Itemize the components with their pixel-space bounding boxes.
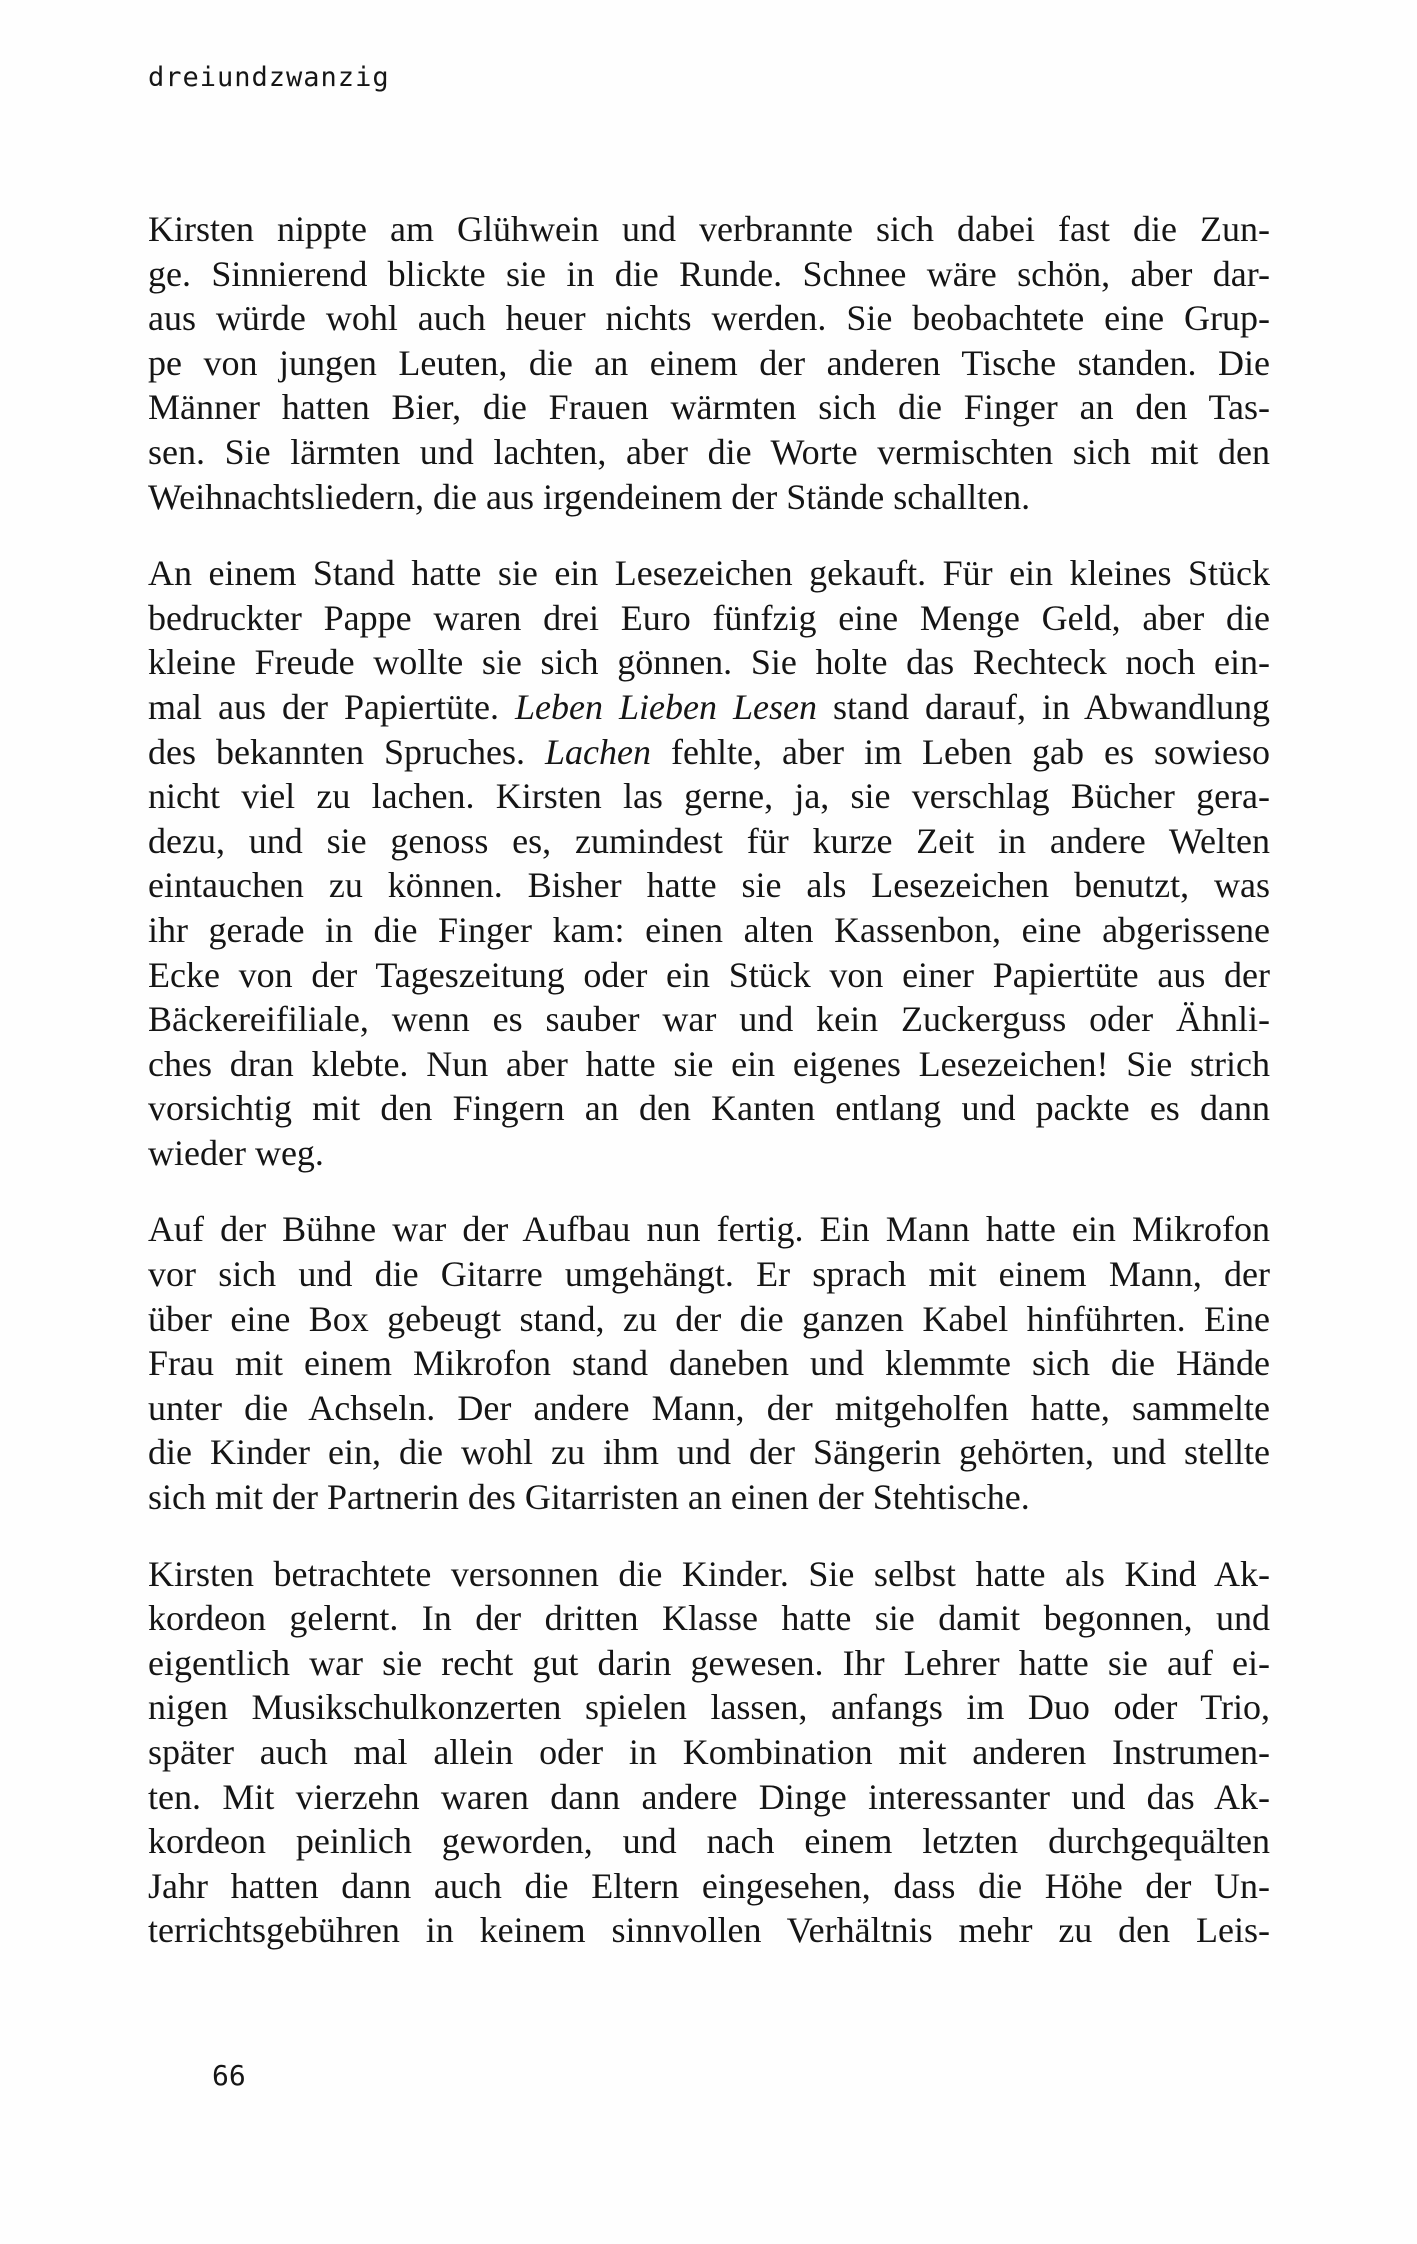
text-line: kleine Freude wollte sie sich gönnen. Sie holte das Rechteck noch ein-	[148, 642, 1270, 683]
text-line: terrichtsgebühren in keinem sinnvollen Verhältnis mehr zu den Leis-	[148, 1910, 1270, 1951]
text-line: Frau mit einem Mikrofon stand daneben und klemmte sich die Hände	[148, 1343, 1270, 1384]
text-line: nigen Musikschulkonzerten spielen lassen, anfangs im Duo oder Trio,	[148, 1687, 1270, 1728]
text-line: sich mit der Partnerin des Gitarristen an einen der Stehtische.	[148, 1477, 1030, 1518]
text-line: vor sich und die Gitarre umgehängt. Er sprach mit einem Mann, der	[148, 1254, 1270, 1295]
text-line: Kirsten nippte am Glühwein und verbrannte sich dabei fast die Zun-	[148, 209, 1270, 249]
text-line: Auf der Bühne war der Aufbau nun fertig. Ein Mann hatte ein Mikrofon	[148, 1209, 1270, 1250]
text-line: wieder weg.	[148, 1132, 324, 1173]
text-line: ge. Sinnierend blickte sie in die Runde. Schnee wäre schön, aber dar-	[148, 253, 1270, 294]
text-line	[148, 730, 1270, 775]
body-text	[148, 175, 1270, 1953]
running-header: dreiundzwanzig	[148, 62, 390, 93]
text-line: bedruckter Pappe waren drei Euro fünfzig eine Menge Geld, aber die	[148, 597, 1270, 638]
text-line	[148, 685, 1270, 730]
page-number: 66	[212, 2059, 246, 2092]
italic-word: Lachen	[545, 731, 651, 772]
text-line: Kirsten betrachtete versonnen die Kinder. Sie selbst hatte als Kind Ak-	[148, 1553, 1270, 1594]
text-line: ten. Mit vierzehn waren dann andere Dinge interessanter und das Ak-	[148, 1776, 1270, 1817]
text-line: kordeon peinlich geworden, und nach einem letzten durchgequälten	[148, 1821, 1270, 1862]
text-line: Bäckereifiliale, wenn es sauber war und kein Zuckerguss oder Ähnli-	[148, 999, 1270, 1040]
text-line: kordeon gelernt. In der dritten Klasse hatte sie damit begonnen, und	[148, 1598, 1270, 1639]
text-line: die Kinder ein, die wohl zu ihm und der Sängerin gehörten, und stellte	[148, 1432, 1270, 1473]
text-line: über eine Box gebeugt stand, zu der die ganzen Kabel hinführten. Eine	[148, 1298, 1270, 1339]
italic-book-title: Leben Lieben Lesen	[514, 686, 817, 727]
text-segment: mal aus der Papiertüte.	[148, 686, 515, 727]
text-segment: des bekannten Spruches.	[148, 731, 545, 772]
text-line: aus würde wohl auch heuer nichts werden. Sie beobachtete eine Grup-	[148, 298, 1270, 339]
text-line: nicht viel zu lachen. Kirsten las gerne, ja, sie verschlag Bücher gera-	[148, 776, 1270, 817]
text-line: dezu, und sie genoss es, zumindest für kurze Zeit in andere Welten	[148, 820, 1270, 861]
text-line: eintauchen zu können. Bisher hatte sie als Lesezeichen benutzt, was	[148, 865, 1270, 906]
text-segment: stand darauf, in Abwandlung	[816, 686, 1270, 727]
text-line: vorsichtig mit den Fingern an den Kanten entlang und packte es dann	[148, 1088, 1270, 1129]
text-line: ches dran klebte. Nun aber hatte sie ein eigenes Lesezeichen! Sie strich	[148, 1043, 1270, 1084]
text-line: An einem Stand hatte sie ein Lesezeichen gekauft. Für ein kleines Stück	[148, 553, 1270, 594]
text-line: eigentlich war sie recht gut darin gewesen. Ihr Lehrer hatte sie auf ei-	[148, 1642, 1270, 1683]
text-line: Ecke von der Tageszeitung oder ein Stück von einer Papiertüte aus der	[148, 954, 1270, 995]
text-line: sen. Sie lärmten und lachten, aber die Worte vermischten sich mit den	[148, 431, 1270, 472]
text-line: Jahr hatten dann auch die Eltern eingesehen, dass die Höhe der Un-	[148, 1865, 1270, 1906]
text-line: ihr gerade in die Finger kam: einen alten Kassenbon, eine abgerissene	[148, 909, 1270, 950]
text-line: Weihnachtsliedern, die aus irgendeinem der Stände schallten.	[148, 476, 1031, 517]
text-line: unter die Achseln. Der andere Mann, der mitgeholfen hatte, sammelte	[148, 1387, 1270, 1428]
text-line: pe von jungen Leuten, die an einem der anderen Tische standen. Die	[148, 342, 1270, 383]
text-segment: fehlte, aber im Leben gab es sowieso	[650, 731, 1271, 772]
text-line: später auch mal allein oder in Kombination mit anderen Instrumen-	[148, 1732, 1270, 1772]
text-line: Männer hatten Bier, die Frauen wärmten sich die Finger an den Tas-	[148, 387, 1270, 428]
